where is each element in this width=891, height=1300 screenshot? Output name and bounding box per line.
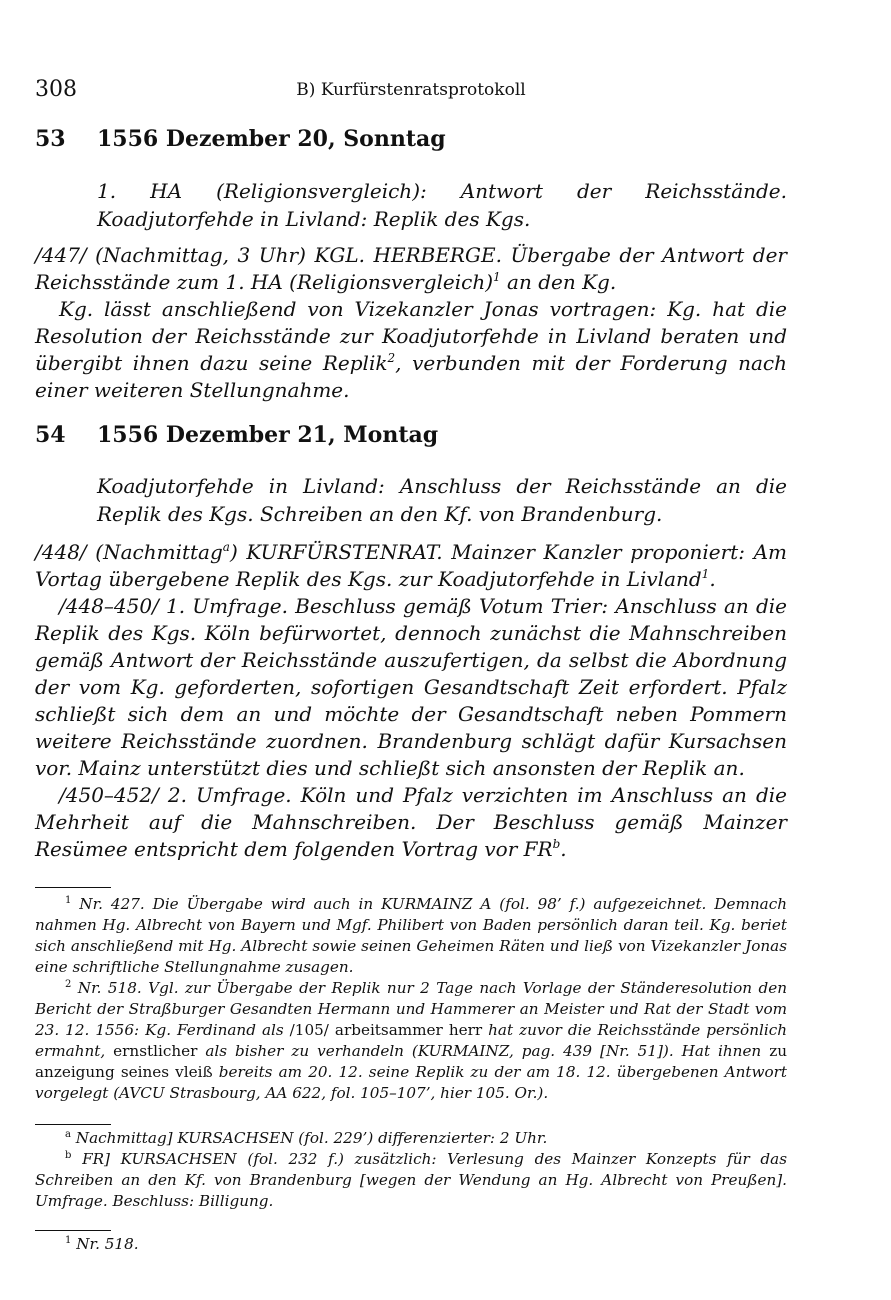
footnote-divider bbox=[35, 1230, 111, 1231]
entry-54-paragraph-2: /448–450/ 1. Umfrage. Beschluss gemäß Votum Trier: Anschluss an die Replik des Kgs. Köln befürwortet, dennoch zunächst die Mahnschreiben gemäß Antwort der Reichsstände auszufertigen, da selbst die Abordnung der vom Kg. geforderten, sofortigen Gesandtschaft Zeit erfordert. Pfalz schließt sich dem an und möchte der Gesandtschaft neben Pommern weitere Reichsstände zuordnen. Brandenburg schlägt dafür Kursachsen vor. Mainz unterstützt dies und schließt sich ansonsten der Replik an. bbox=[35, 594, 787, 780]
footnote-divider bbox=[35, 887, 111, 888]
entry-53-regest: 1. HA (Religionsvergleich): Antwort der Reichsstände. Koadjutorfehde in Livland: Replik des Kgs. bbox=[97, 179, 787, 231]
entry-54-paragraph-3: /450–452/ 2. Umfrage. Köln und Pfalz verzichten im Anschluss an die Mehrheit auf die Mahnschreiben. Der Beschluss gemäß Mainzer Resümee entspricht dem folgenden Vortrag vor $FR^b$. bbox=[35, 783, 787, 861]
textnote-b: $^b$ FR] KURSACHSEN (fol. 232 f.) zusätzlich: Verlesung des Mainzer Konzepts für das Schreiben an den Kf. von Brandenburg [wegen der Wendung an Hg. Albrecht von Preußen]. Umfrage. Beschluss: Billigung. bbox=[35, 1150, 787, 1210]
textnote-a: $^a$ Nachmittag] KURSACHSEN (fol. 229’) differenzierter: 2 Uhr. bbox=[65, 1129, 548, 1147]
entry-54-regest: Koadjutorfehde in Livland: Anschluss der Reichsstände an die Replik des Kgs. Schreiben an den Kf. von Brandenburg. bbox=[97, 474, 787, 526]
textnote-ref: b bbox=[552, 837, 561, 851]
footnote-ref: 1 bbox=[493, 270, 501, 284]
footnote-1: $^1$ Nr. 518. bbox=[65, 1235, 139, 1253]
footnote-ref: 1 bbox=[701, 567, 710, 581]
running-title: B) Kurfürstenratsprotokoll bbox=[296, 80, 526, 100]
document-page bbox=[35, 0, 787, 1300]
entry-54-body bbox=[35, 539, 787, 863]
footnotes-entry-53 bbox=[35, 894, 787, 1104]
textnote-ref: a bbox=[222, 540, 230, 554]
entry-number: 53 bbox=[35, 126, 66, 152]
entry-54-paragraph-1: /448/ (Nachmittag$^a$) KURFÜRSTENRAT. Mainzer Kanzler proponiert: Am Vortag übergebene Replik des Kgs. zur Koadjutorfehde in Livland$^1$. bbox=[35, 540, 788, 591]
entry-date: 1556 Dezember 21, Montag bbox=[97, 422, 439, 448]
entry-date: 1556 Dezember 20, Sonntag bbox=[97, 126, 446, 152]
footnote-1: $^1$ Nr. 427. Die Übergabe wird auch in KURMAINZ A (fol. 98’ f.) aufgezeichnet. Demnach nahmen Hg. Albrecht von Bayern und Mgf. Philibert von Baden persönlich daran teil. Kg. beriet sich anschließend mit Hg. Albrecht sowie seinen Geheimen Räten und ließ von Vizekanzler Jonas eine schriftliche Stellungnahme zusagen. bbox=[35, 895, 787, 976]
page-header bbox=[35, 76, 787, 104]
entry-53-paragraph-2: Kg. lässt anschließend von Vizekanzler Jonas vortragen: Kg. hat die Resolution der Reichsstände zur Koadjutorfehde in Livland beraten und übergibt ihnen dazu seine Replik$^2$, verbunden mit der Forderung nach einer weiteren Stellungnahme. bbox=[35, 297, 788, 402]
footnote-2: $^2$ Nr. 518. Vgl. zur Übergabe der Replik nur 2 Tage nach Vorlage der Ständeresolution den Bericht der Straßburger Gesandten Hermann und Hammerer an Meister und Rat der Stadt vom 23. 12. 1556: Kg. Ferdinand als /105/ arbeitsammer herr hat zuvor die Reichsstände persönlich ermahnt, ernstlicher als bisher zu verhandeln (KURMAINZ, pag. 439 [Nr. 51]). Hat ihnen zu anzeigung seines vleiß bereits am 20. 12. seine Replik zu der am 18. 12. übergebenen Antwort vorgelegt (AVCU Strasbourg, AA 622, fol. 105–107’, hier 105. Or.). bbox=[35, 979, 787, 1102]
textnotes-entry-54 bbox=[35, 1128, 787, 1212]
textnote-divider bbox=[35, 1124, 111, 1125]
entry-53-body bbox=[35, 242, 787, 404]
footnote-ref: 2 bbox=[387, 351, 396, 365]
entry-number: 54 bbox=[35, 422, 66, 448]
footnotes-entry-54 bbox=[35, 1234, 787, 1255]
page-number: 308 bbox=[35, 77, 77, 102]
entry-53-paragraph-1: /447/ (Nachmittag, 3 Uhr) KGL. HERBERGE. Übergabe der Antwort der Reichsstände zum 1. HA (Religionsvergleich)$^1$ an den Kg. bbox=[35, 243, 787, 294]
